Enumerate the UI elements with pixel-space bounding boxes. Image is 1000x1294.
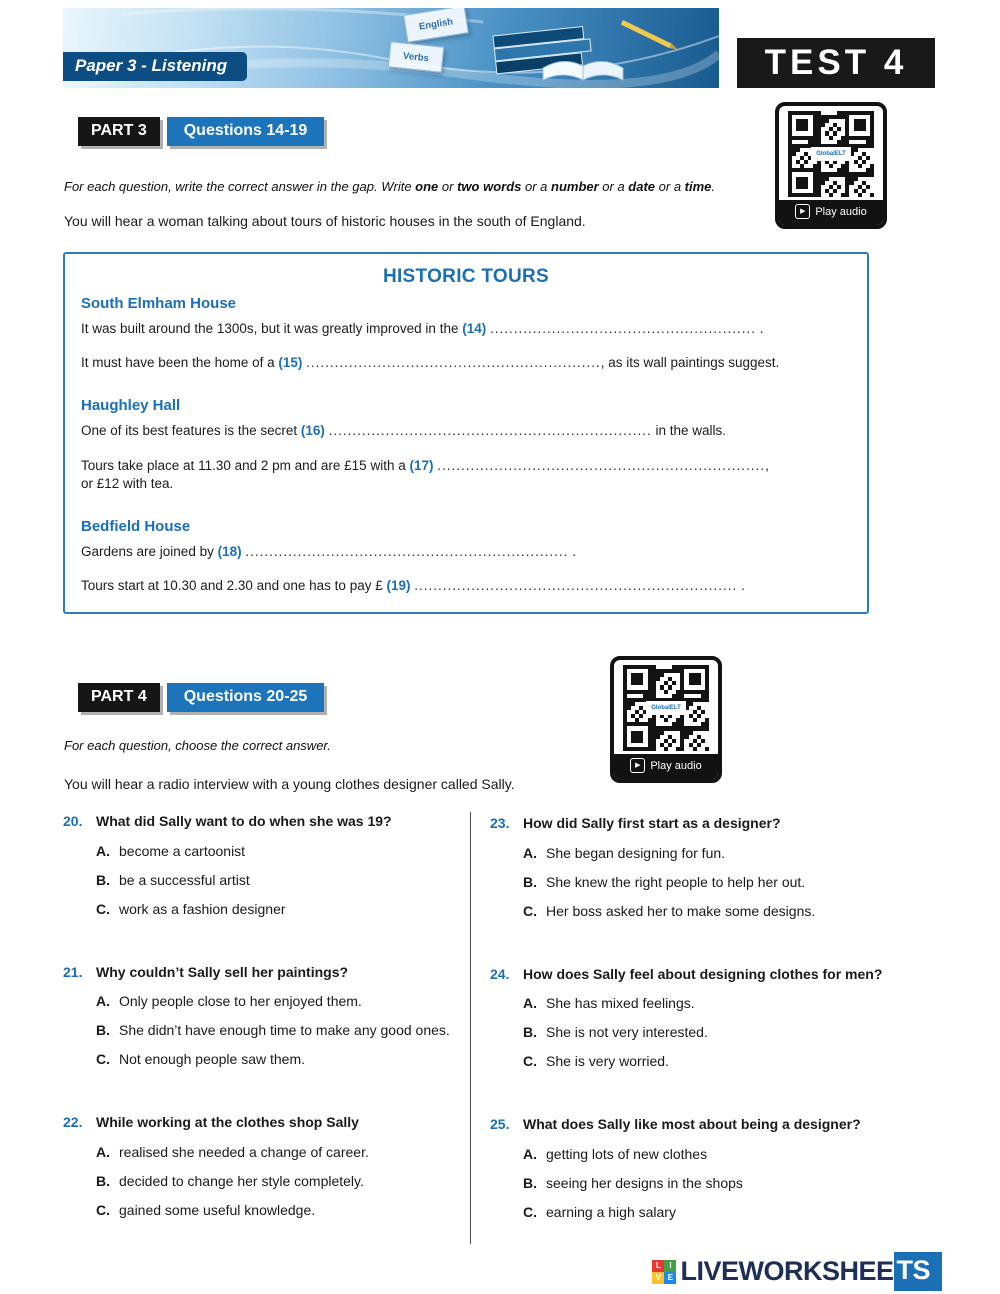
option-letter: C.: [523, 1203, 537, 1220]
question-heading: [63, 1113, 455, 1133]
gap-fill-line: One of its best features is the secret (16) .................................................................... in the walls.: [81, 423, 726, 439]
logo-grid-cell: E: [664, 1272, 676, 1284]
answer-option[interactable]: [96, 991, 455, 1011]
option-letter: C.: [523, 902, 537, 919]
test-badge: TEST 4: [737, 38, 935, 88]
option-letter: A.: [96, 993, 110, 1010]
logo-grid-cell: L: [652, 1260, 664, 1272]
answer-option[interactable]: [96, 1020, 455, 1040]
part3-question-range: Questions 14-19: [167, 117, 325, 146]
option-text: gained some useful knowledge.: [119, 1201, 316, 1218]
question-heading: [63, 963, 455, 983]
qr-center-label: GlobalELT: [811, 147, 851, 161]
question-heading: [63, 812, 455, 832]
tours-box-sections: [81, 295, 851, 596]
tours-box-title: HISTORIC TOURS: [382, 266, 550, 287]
part4-question-range: Questions 20-25: [167, 683, 325, 712]
logo-grid-cell: V: [652, 1272, 664, 1284]
option-text: getting lots of new clothes: [546, 1145, 708, 1162]
option-letter: C.: [96, 1051, 110, 1068]
part3-header: [78, 117, 324, 146]
question-heading: [490, 814, 890, 834]
answer-gap[interactable]: ....................................................................: [414, 578, 738, 594]
option-text: Only people close to her enjoyed them.: [119, 993, 362, 1010]
answer-option[interactable]: [96, 1200, 455, 1220]
question-text: Why couldn’t Sally sell her paintings?: [96, 963, 349, 980]
question-block: [63, 1113, 455, 1220]
question-block: [63, 963, 455, 1070]
answer-gap[interactable]: ..............................................................: [306, 355, 601, 371]
house-section-heading: South Elmham House: [81, 295, 237, 312]
answer-gap[interactable]: .....................................................................: [437, 457, 766, 473]
option-letter: A.: [523, 995, 537, 1012]
part4-intro: You will hear a radio interview with a young clothes designer called Sally.: [64, 776, 515, 792]
question-number: 20.: [63, 813, 83, 829]
option-text: realised she needed a change of career.: [119, 1143, 369, 1160]
answer-gap[interactable]: ....................................................................: [328, 423, 652, 439]
option-letter: B.: [523, 873, 537, 890]
gap-fill-line: It was built around the 1300s, but it was greatly improved in the (14) ........................................................ .: [81, 321, 764, 336]
decor-cube-english: English: [403, 8, 469, 43]
question-heading: [490, 965, 890, 985]
part4-instruction: For each question, choose the correct answer.: [64, 738, 331, 753]
question-block: [490, 965, 890, 1072]
liveworksheets-grid-icon: [652, 1260, 676, 1284]
option-letter: A.: [96, 842, 110, 859]
pencil-icon: [621, 20, 679, 52]
column-divider: [470, 812, 471, 1244]
gap-number: (14): [462, 321, 487, 336]
gap-number: (19): [386, 578, 411, 594]
part4-header: [78, 683, 324, 712]
option-text: She knew the right people to help her out.: [546, 873, 806, 890]
logo-text-suffix: TS: [894, 1252, 942, 1291]
question-number: 23.: [490, 815, 510, 831]
gap-fill-line: Tours take place at 11.30 and 2 pm and are £15 with a (17) ....................................................................., or £12 with tea.: [81, 457, 769, 491]
question-text: How did Sally first start as a designer?: [523, 815, 781, 831]
house-section-heading: Haughley Hall: [81, 397, 181, 415]
option-text: earning a high salary: [546, 1203, 676, 1220]
house-section-heading: Bedfield House: [81, 518, 191, 536]
play-icon: ▶: [795, 204, 810, 219]
liveworksheets-logo: [652, 1252, 942, 1291]
gap-number: (18): [217, 544, 242, 560]
question-block: [63, 812, 455, 919]
answer-gap[interactable]: ........................................................: [490, 321, 757, 336]
question-heading: [490, 1115, 890, 1135]
part4-label: PART 4: [78, 683, 160, 712]
gap-number: (17): [409, 457, 434, 473]
option-letter: C.: [523, 1053, 537, 1070]
questions-column-right: [490, 814, 890, 1266]
part3-play-audio-button[interactable]: [779, 200, 883, 225]
answer-gap[interactable]: ....................................................................: [245, 544, 569, 560]
answer-option[interactable]: [523, 872, 890, 892]
play-audio-label: Play audio: [650, 759, 702, 772]
liveworksheets-wordmark: [680, 1252, 942, 1291]
paper-title: Paper 3 - Listening: [63, 52, 247, 81]
part3-instruction: For each question, write the correct answer in the gap. Write one or two words or a number or a date or a time.: [64, 179, 716, 194]
answer-option[interactable]: [96, 841, 455, 861]
question-text: What does Sally like most about being a designer?: [523, 1116, 861, 1133]
option-letter: B.: [96, 1172, 110, 1189]
questions-column-left: [63, 812, 455, 1264]
option-text: be a successful artist: [119, 871, 250, 888]
option-letter: A.: [523, 844, 537, 861]
gap-fill-line: Gardens are joined by (18) .................................................................... .: [81, 544, 576, 560]
option-text: decided to change her style completely.: [119, 1172, 364, 1189]
answer-option[interactable]: [96, 870, 455, 890]
option-text: She is not very interested.: [546, 1024, 708, 1041]
option-letter: A.: [96, 1143, 110, 1160]
option-text: Her boss asked her to make some designs.: [546, 902, 816, 919]
decor-cube-verbs: Verbs: [388, 41, 444, 73]
option-letter: B.: [96, 1022, 110, 1039]
answer-option[interactable]: [96, 1142, 455, 1162]
part3-audio-widget: [775, 102, 887, 229]
answer-option[interactable]: [96, 1171, 455, 1191]
question-number: 22.: [63, 1114, 83, 1131]
logo-text-prefix: LIVEWORKSHEE: [680, 1256, 894, 1286]
question-number: 21.: [63, 963, 83, 980]
gap-number: (16): [300, 423, 325, 439]
question-number: 25.: [490, 1116, 510, 1133]
answer-option[interactable]: [96, 1049, 455, 1069]
question-block: [490, 814, 890, 921]
option-letter: C.: [96, 900, 110, 917]
part3-qr-code: [788, 111, 874, 197]
open-book-icon: [543, 61, 623, 80]
answer-option[interactable]: [523, 901, 890, 921]
play-audio-label: Play audio: [815, 205, 867, 218]
question-block: [490, 1115, 890, 1222]
gap-number: (15): [278, 355, 303, 371]
option-text: She began designing for fun.: [546, 844, 726, 861]
option-text: She has mixed feelings.: [546, 995, 695, 1012]
question-text: While working at the clothes shop Sally: [96, 1114, 359, 1131]
option-letter: B.: [523, 1174, 537, 1191]
qr-center-label: GlobalELT: [646, 701, 686, 715]
answer-option[interactable]: [523, 1202, 890, 1222]
answer-option[interactable]: [523, 1173, 890, 1193]
part3-label: PART 3: [78, 117, 160, 146]
answer-option[interactable]: [96, 899, 455, 919]
question-text: What did Sally want to do when she was 19?: [96, 813, 392, 829]
answer-option[interactable]: [523, 1022, 890, 1042]
answer-option[interactable]: [523, 993, 890, 1013]
logo-grid-cell: I: [664, 1260, 676, 1272]
answer-option[interactable]: [523, 1051, 890, 1071]
part4-audio-widget: [610, 656, 722, 783]
question-text: How does Sally feel about designing clothes for men?: [523, 965, 883, 982]
question-number: 24.: [490, 965, 510, 982]
option-text: seeing her designs in the shops: [546, 1174, 743, 1191]
option-letter: A.: [523, 1145, 537, 1162]
option-text: work as a fashion designer: [119, 900, 286, 917]
play-icon: ▶: [630, 758, 645, 773]
part3-intro: You will hear a woman talking about tours of historic houses in the south of England.: [64, 213, 586, 229]
header-banner: [63, 8, 719, 88]
option-letter: C.: [96, 1201, 110, 1218]
answer-option[interactable]: [523, 843, 890, 863]
option-text: become a cartoonist: [119, 842, 246, 859]
option-text: She is very worried.: [546, 1053, 669, 1070]
option-letter: B.: [523, 1024, 537, 1041]
option-letter: B.: [96, 871, 110, 888]
option-text: Not enough people saw them.: [119, 1051, 306, 1068]
historic-tours-box: [63, 252, 869, 614]
option-text: She didn’t have enough time to make any good ones.: [119, 1022, 450, 1039]
gap-fill-line: It must have been the home of a (15) .............................................................., as its wall paintings suggest.: [81, 355, 780, 371]
gap-fill-line: Tours start at 10.30 and 2.30 and one has to pay £ (19) .................................................................... .: [81, 578, 745, 594]
answer-option[interactable]: [523, 1144, 890, 1164]
